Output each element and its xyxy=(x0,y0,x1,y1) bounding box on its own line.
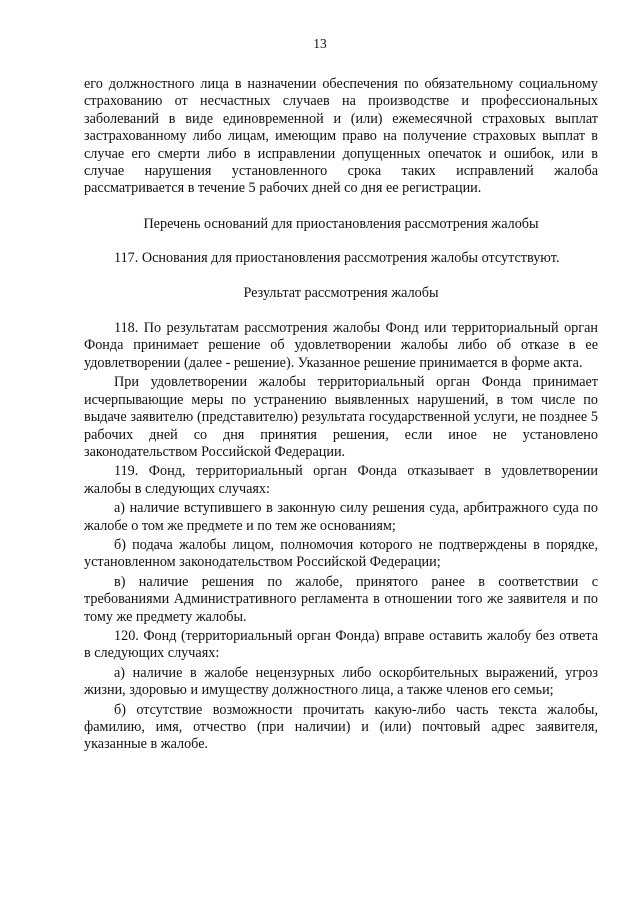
paragraph-119-c: в) наличие решения по жалобе, принятого ранее в соответствии с требованиями Административного регламента в отношении того же заявителя и по тому же предмету жалобы. xyxy=(84,573,598,625)
paragraph-118-satisfaction: При удовлетворении жалобы территориальный орган Фонда принимает исчерпывающие меры по устранению выявленных нарушений, в том числе по выдаче заявителю (представителю) результата государственной услуги, не позднее 5 рабочих дней со дня принятия решения, если иное не установлено законодательством Российской Федерации. xyxy=(84,374,598,460)
paragraph-120-a: а) наличие в жалобе нецензурных либо оскорбительных выражений, угроз жизни, здоровью и имуществу должностного лица, а также членов его семьи; xyxy=(84,664,598,699)
paragraph-118: 118. По результатам рассмотрения жалобы Фонд или территориальный орган Фонда принимает решение об удовлетворении жалобы либо об отказе в ее удовлетворении (далее - решение). Указанное решение принимается в форме акта. xyxy=(84,320,598,371)
section-heading-suspension: Перечень оснований для приостановления рассмотрения жалобы xyxy=(143,215,539,232)
paragraph-120-b: б) отсутствие возможности прочитать какую-либо часть текста жалобы, фамилию, имя, отчество (при наличии) и (или) почтовый адрес заявителя, указанные в жалобе. xyxy=(84,701,598,753)
paragraph-119-a: а) наличие вступившего в законную силу решения суда, арбитражного суда по жалобе о том же предмете и по тем же основаниям; xyxy=(84,500,598,534)
paragraph-continuation: его должностного лица в назначении обеспечения по обязательному социальному страхованию от несчастных случаев на производстве и профессиональных заболеваний в виде единовременной и (или) ежемесячной страховых выплат застрахованному либо лицам, имеющим право на получение страховых выплат в случае его смерти либо в исправлении допущенных опечаток и ошибок, или в случае нарушения установленного срока таких исправлений жалоба рассматривается в течение 5 рабочих дней со дня ее регистрации. xyxy=(84,76,598,197)
paragraph-120: 120. Фонд (территориальный орган Фонда) вправе оставить жалобу без ответа в следующих случаях: xyxy=(84,627,598,662)
paragraph-119: 119. Фонд, территориальный орган Фонда отказывает в удовлетворении жалобы в следующих случаях: xyxy=(84,463,598,497)
page-number: 13 xyxy=(313,36,327,51)
paragraph-119-b: б) подача жалобы лицом, полномочия которого не подтверждены в порядке, установленном законодательством Российской Федерации; xyxy=(84,536,598,571)
paragraph-117: 117. Основания для приостановления рассмотрения жалобы отсутствуют. xyxy=(114,250,560,267)
document-body xyxy=(84,76,598,754)
section-heading-result: Результат рассмотрения жалобы xyxy=(243,284,439,301)
